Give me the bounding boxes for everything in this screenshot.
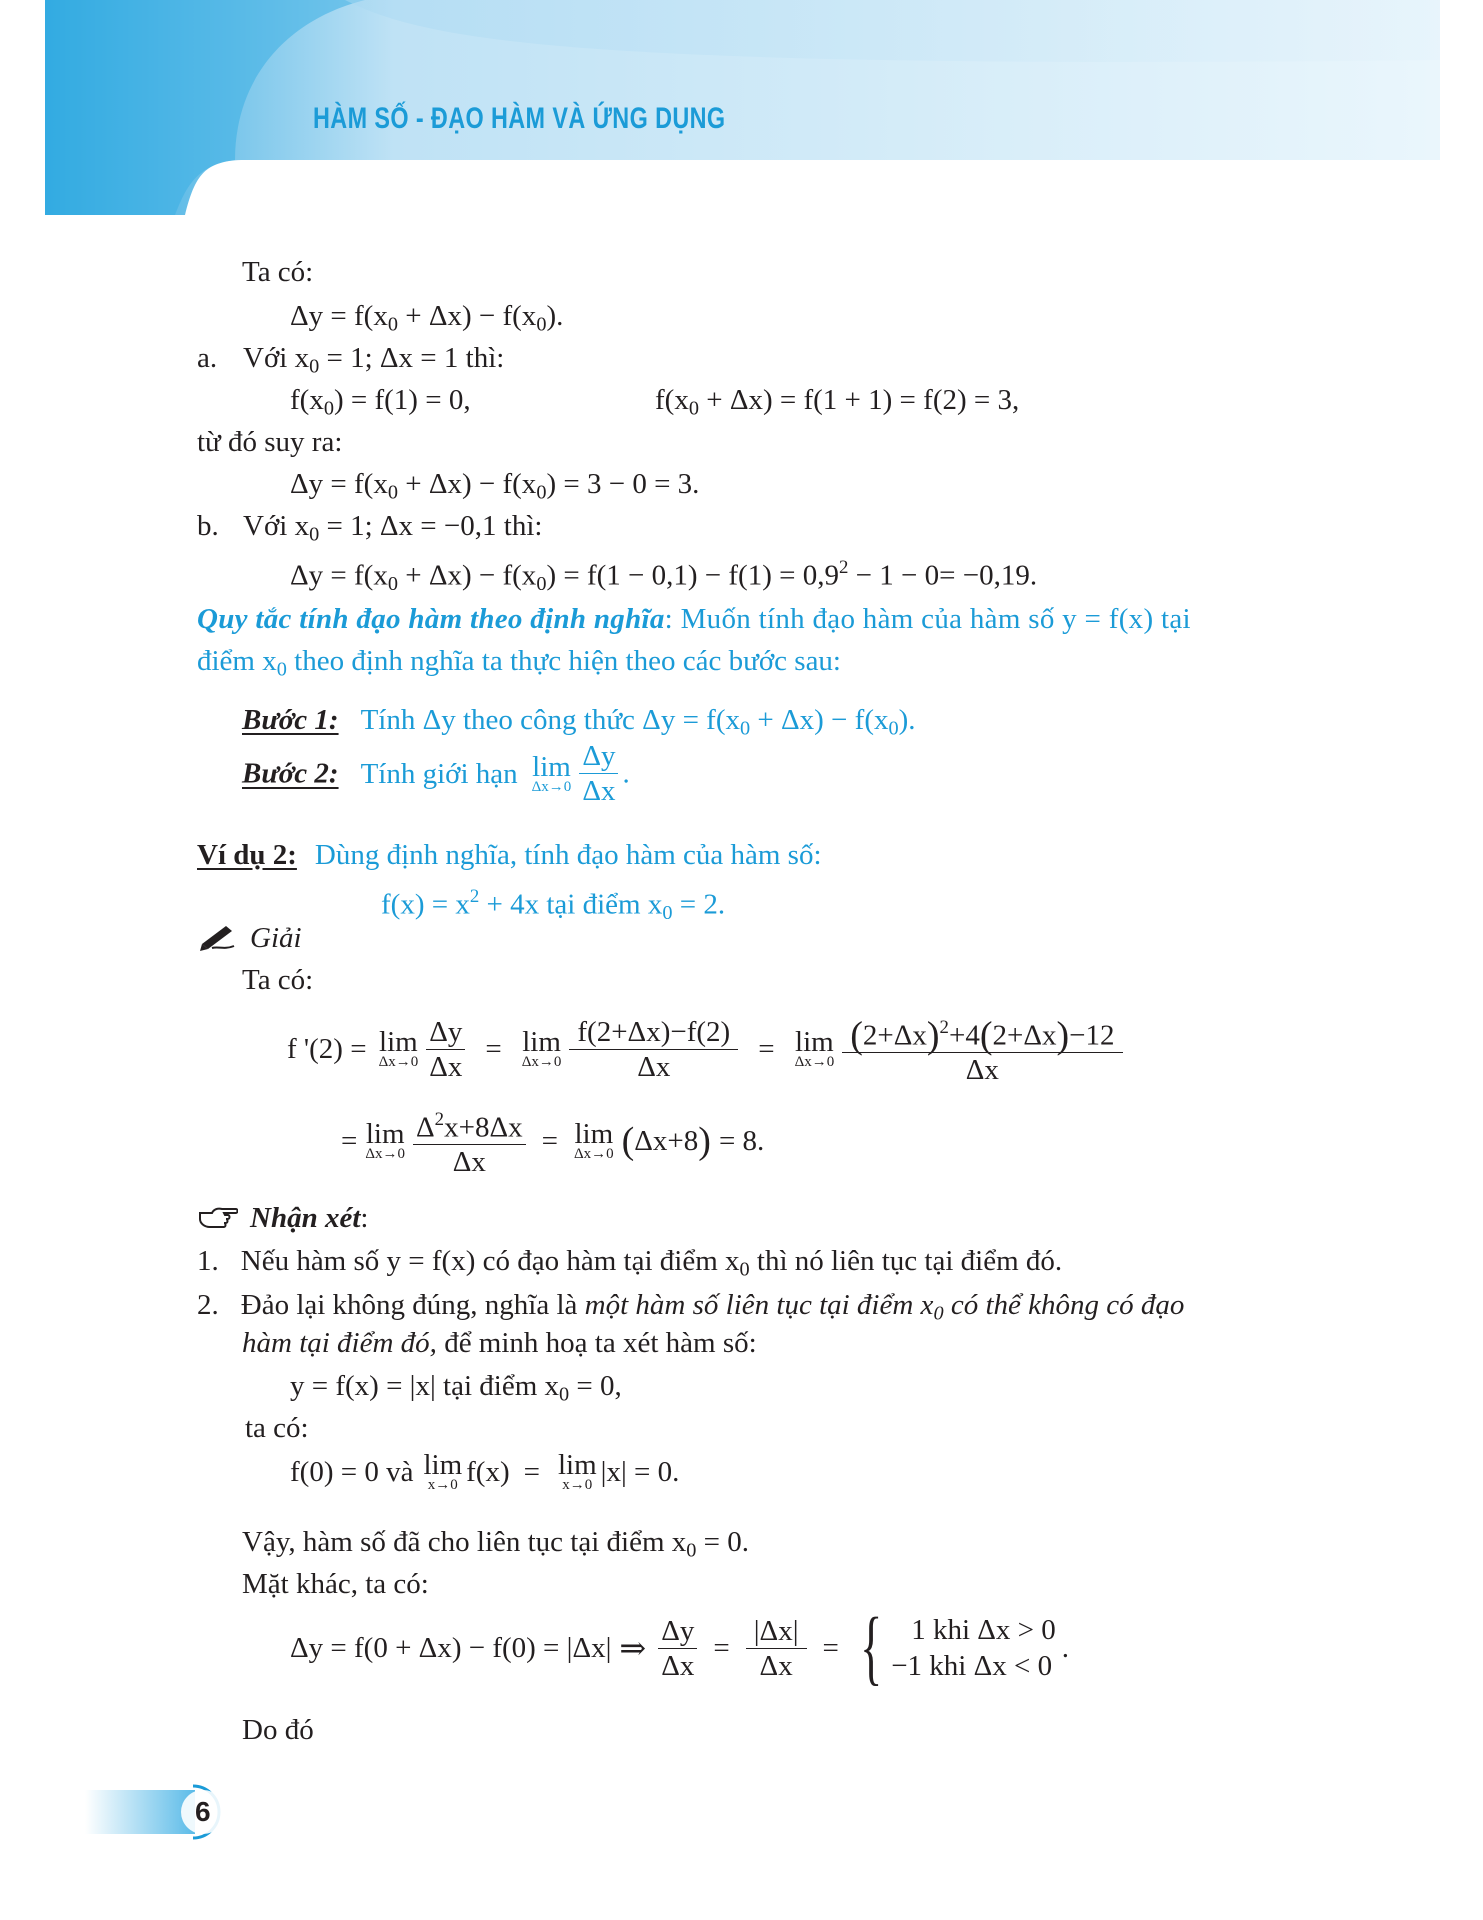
dy-def: $\Delta y = f(x_0 + \Delta x) - f(x_0)$.	[290, 300, 564, 336]
pen-icon	[198, 922, 236, 952]
ta-co-1: Ta có:	[242, 256, 314, 288]
header-title: HÀM SỐ - ĐẠO HÀM VÀ ỨNG DỤNG	[313, 102, 726, 135]
part-a-dy: $\Delta y = f(x_0 + \Delta x) - f(x_0) = 3 - 0 = 3$.	[290, 468, 700, 504]
remark-2-line-1: 2. Đảo lại không đúng, nghĩa là một hàm số liên tục tại điểm $x_0$ có thể không có đạo	[197, 1289, 1185, 1325]
giai-label: Giải	[250, 922, 302, 954]
part-b-dy: $\Delta y = f(x_0 + \Delta x) - f(x_0) = f(1 - 0,1) - f(1) = 0,9^2 - 1 - 0= -0,19$.	[290, 557, 1038, 595]
example-2-func: $f(x) = x^2 + 4x$ tại điểm $x_0 = 2$.	[381, 886, 726, 924]
page-number-tab	[85, 1782, 245, 1842]
tu-do: từ đó suy ra:	[197, 426, 343, 458]
part-b-cond: Với $x_0 = 1$; Δx = −0,1 thì:	[243, 510, 543, 546]
derivation-line-1: f '(2) = lim Δx→0 $\frac{\Delta y}{\Delta x}$ = lim Δx→0 $\frac{f(2+\Delta x)-f(2)}{\Delta x}$ = lim Δx→0 $\frac{(2+\Delta x)^2+4(2+\Delta x)-12}{\Delta x}$	[287, 1012, 1127, 1086]
header-band	[45, 0, 1440, 215]
part-b-label: b.	[197, 510, 219, 542]
do-do: Do đó	[242, 1714, 314, 1746]
derivation-line-2: = lim Δx→0 $\frac{\Delta^2x+8\Delta x}{\Delta x}$ = lim Δx→0 (Δx+8) = 8.	[341, 1104, 764, 1178]
rule-line-1: Quy tắc tính đạo hàm theo định nghĩa: Muốn tính đạo hàm của hàm số y = f(x) tại	[197, 603, 1191, 635]
abs-function: y = f(x) = |x| tại điểm $x_0 = 0$,	[290, 1370, 622, 1406]
step-1: Bước 1: Tính Δy theo công thức $\Delta y = f(x_0 + \Delta x) - f(x_0)$.	[242, 704, 916, 740]
example-2: Ví dụ 2: Dùng định nghĩa, tính đạo hàm của hàm số:	[197, 839, 822, 871]
step-2: Bước 2: Tính giới hạn lim Δx→0 $\frac{\Delta y}{\Delta x}$ .	[242, 740, 630, 807]
mat-khac: Mặt khác, ta có:	[242, 1568, 429, 1600]
ta-co-2: Ta có:	[242, 964, 314, 996]
part-a-label: a.	[197, 342, 218, 374]
piecewise-line: Δy = f(0 + Δx) − f(0) = |Δx| ⇒ $\frac{\Delta y}{\Delta x}$ = $\frac{|\Delta x|}{\Delta x}$ = { 1 khi Δx > 0 −1 khi Δx < 0 .	[290, 1601, 1070, 1694]
part-a-fx0dx: $f(x_0 + \Delta x) = f(1 + 1) = f(2) = 3$,	[655, 384, 1020, 420]
rule-line-2: điểm $x_0$ theo định nghĩa ta thực hiện theo các bước sau:	[197, 645, 841, 681]
left-brace: {	[859, 1601, 883, 1694]
remark-2-line-2: hàm tại điểm đó, để minh hoạ ta xét hàm số:	[242, 1327, 757, 1359]
page-number: 6	[195, 1796, 211, 1827]
pointing-hand-icon	[198, 1205, 238, 1229]
vay: Vậy, hàm số đã cho liên tục tại điểm $x_0 = 0$.	[242, 1526, 750, 1562]
part-a-fx0: $f(x_0) = f(1) = 0$,	[290, 384, 471, 420]
f0-limits: f(0) = 0 và lim x→0 f(x) = lim x→0 |x| = 0.	[290, 1449, 680, 1493]
part-a-cond: Với $x_0 = 1$; Δx = 1 thì:	[243, 342, 505, 378]
remark-1: 1. Nếu hàm số y = f(x) có đạo hàm tại điểm $x_0$ thì nó liên tục tại điểm đó.	[197, 1245, 1063, 1281]
nhan-xet-label: Nhận xét:	[250, 1202, 369, 1234]
ta-co-3: ta có:	[245, 1412, 309, 1444]
